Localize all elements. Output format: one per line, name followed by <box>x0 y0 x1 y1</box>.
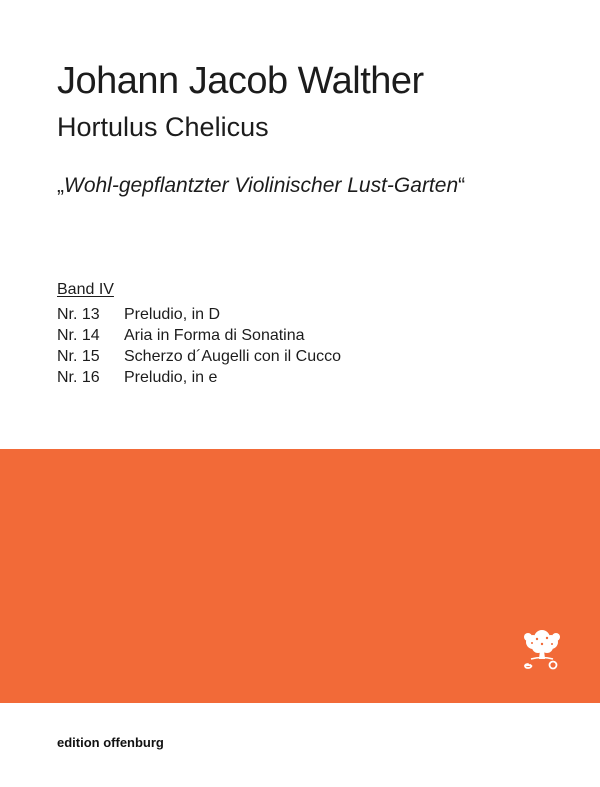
tree-eo-logo-icon <box>518 628 566 670</box>
piece-title: Preludio, in e <box>124 369 218 386</box>
piece-number: Nr. 14 <box>57 327 100 344</box>
piece-number: Nr. 15 <box>57 348 100 365</box>
piece-number: Nr. 16 <box>57 369 100 386</box>
piece-title: Scherzo d´Augelli con il Cucco <box>124 348 341 365</box>
volume-label: Band IV <box>57 281 114 298</box>
contents-item <box>57 304 341 325</box>
contents-item <box>57 325 341 346</box>
composer-name: Johann Jacob Walther <box>57 60 424 102</box>
contents-list <box>57 304 341 388</box>
subtitle-text: Wohl-gepflantzter Violinischer Lust-Garten <box>64 174 459 197</box>
piece-number: Nr. 13 <box>57 306 100 323</box>
subtitle-close-quote: “ <box>458 174 466 197</box>
subtitle-open-quote: „ <box>57 174 64 197</box>
color-band <box>0 449 600 703</box>
work-subtitle <box>57 172 465 200</box>
work-title: Hortulus Chelicus <box>57 112 269 142</box>
piece-title: Aria in Forma di Sonatina <box>124 327 305 344</box>
piece-title: Preludio, in D <box>124 306 221 323</box>
publisher-name: edition offenburg <box>57 735 164 750</box>
contents-item <box>57 367 341 388</box>
contents-item <box>57 346 341 367</box>
